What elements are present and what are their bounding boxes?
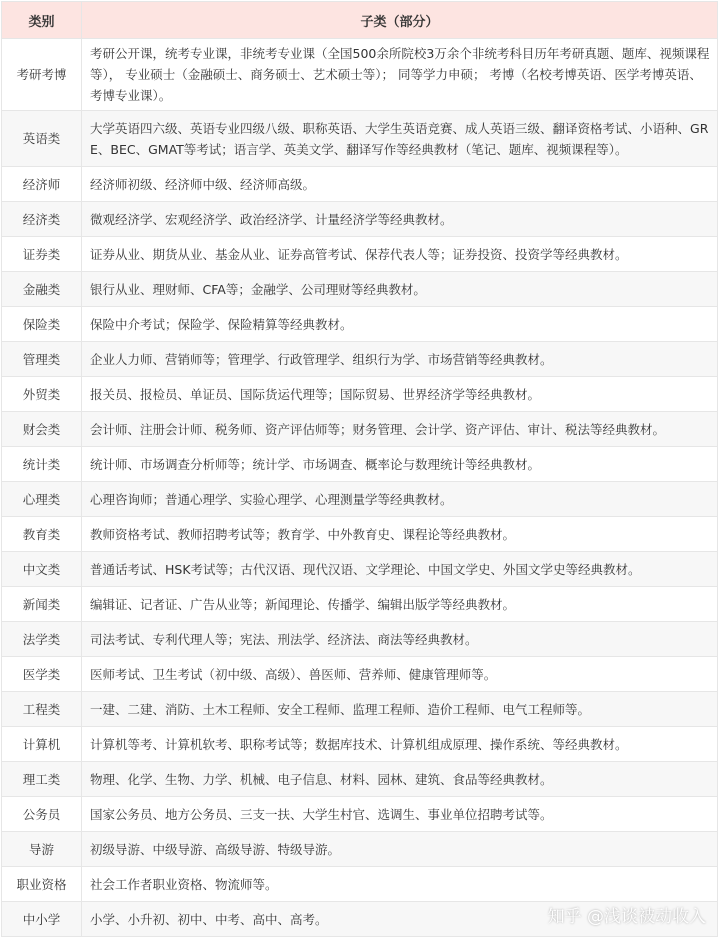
- row-category: 考研考博: [2, 39, 82, 111]
- row-category: 经济类: [2, 202, 82, 237]
- row-category: 中小学: [2, 902, 82, 937]
- row-subcategory: 报关员、报检员、单证员、国际货运代理等；国际贸易、世界经济学等经典教材。: [82, 377, 718, 412]
- table-row: [2, 39, 718, 111]
- row-subcategory: 初级导游、中级导游、高级导游、特级导游。: [82, 832, 718, 867]
- row-category: 经济师: [2, 167, 82, 202]
- row-category: 管理类: [2, 342, 82, 377]
- table-row: [2, 111, 718, 167]
- table-row: [2, 202, 718, 237]
- row-subcategory: 普通话考试、HSK考试等；古代汉语、现代汉语、文学理论、中国文学史、外国文学史等经典教材。: [82, 552, 718, 587]
- row-category: 公务员: [2, 797, 82, 832]
- table-row: [2, 412, 718, 447]
- row-subcategory: 保险中介考试；保险学、保险精算等经典教材。: [82, 307, 718, 342]
- row-subcategory: 计算机等考、计算机软考、职称考试等；数据库技术、计算机组成原理、操作系统、等经典教材。: [82, 727, 718, 762]
- table-header-row: [2, 2, 718, 39]
- table-row: [2, 552, 718, 587]
- row-subcategory: 国家公务员、地方公务员、三支一扶、大学生村官、选调生、事业单位招聘考试等。: [82, 797, 718, 832]
- row-subcategory: 社会工作者职业资格、物流师等。: [82, 867, 718, 902]
- row-category: 统计类: [2, 447, 82, 482]
- table-row: [2, 342, 718, 377]
- row-category: 新闻类: [2, 587, 82, 622]
- header-category: 类别: [2, 2, 82, 39]
- table-row: [2, 237, 718, 272]
- row-subcategory: 物理、化学、生物、力学、机械、电子信息、材料、园林、建筑、食品等经典教材。: [82, 762, 718, 797]
- row-category: 职业资格: [2, 867, 82, 902]
- row-subcategory: 医师考试、卫生考试（初中级、高级）、兽医师、营养师、健康管理师等。: [82, 657, 718, 692]
- row-category: 导游: [2, 832, 82, 867]
- table-row: [2, 762, 718, 797]
- table-row: [2, 272, 718, 307]
- row-subcategory: 考研公开课，统考专业课，非统考专业课（全国500余所院校3万余个非统考科目历年考研真题、题库、视频课程等）， 专业硕士（金融硕士、商务硕士、艺术硕士等）； 同等学力申硕； 考博（名校考博英语、医学考博英语、考博专业课）。: [82, 39, 718, 111]
- row-category: 中文类: [2, 552, 82, 587]
- row-category: 理工类: [2, 762, 82, 797]
- row-subcategory: 企业人力师、营销师等；管理学、行政管理学、组织行为学、市场营销等经典教材。: [82, 342, 718, 377]
- table-row: [2, 167, 718, 202]
- row-category: 医学类: [2, 657, 82, 692]
- row-subcategory: 司法考试、专利代理人等；宪法、刑法学、经济法、商法等经典教材。: [82, 622, 718, 657]
- row-subcategory: 微观经济学、宏观经济学、政治经济学、计量经济学等经典教材。: [82, 202, 718, 237]
- table-row: [2, 447, 718, 482]
- row-category: 教育类: [2, 517, 82, 552]
- table-row: [2, 377, 718, 412]
- row-category: 证券类: [2, 237, 82, 272]
- table-row: [2, 657, 718, 692]
- row-category: 财会类: [2, 412, 82, 447]
- table-row: [2, 727, 718, 762]
- row-subcategory: 会计师、注册会计师、税务师、资产评估师等；财务管理、会计学、资产评估、审计、税法等经典教材。: [82, 412, 718, 447]
- zhihu-watermark: 知乎 @浅谈被动收入: [547, 907, 706, 927]
- row-subcategory: 心理咨询师；普通心理学、实验心理学、心理测量学等经典教材。: [82, 482, 718, 517]
- row-category: 外贸类: [2, 377, 82, 412]
- row-category: 金融类: [2, 272, 82, 307]
- row-subcategory: 一建、二建、消防、土木工程师、安全工程师、监理工程师、造价工程师、电气工程师等。: [82, 692, 718, 727]
- row-subcategory: 大学英语四六级、英语专业四级八级、职称英语、大学生英语竞赛、成人英语三级、翻译资格考试、小语种、GRE、BEC、GMAT等考试；语言学、英美文学、翻译写作等经典教材（笔记、题库、视频课程等）。: [82, 111, 718, 167]
- row-subcategory: 小学、小升初、初中、中考、高中、高考。: [82, 902, 718, 937]
- row-category: 心理类: [2, 482, 82, 517]
- row-category: 法学类: [2, 622, 82, 657]
- table-row: [2, 797, 718, 832]
- row-subcategory: 证券从业、期货从业、基金从业、证券高管考试、保荐代表人等；证券投资、投资学等经典教材。: [82, 237, 718, 272]
- table-row: [2, 587, 718, 622]
- row-subcategory: 经济师初级、经济师中级、经济师高级。: [82, 167, 718, 202]
- row-subcategory: 银行从业、理财师、CFA等；金融学、公司理财等经典教材。: [82, 272, 718, 307]
- header-subcategory: 子类（部分）: [82, 2, 718, 39]
- row-subcategory: 教师资格考试、教师招聘考试等；教育学、中外教育史、课程论等经典教材。: [82, 517, 718, 552]
- table-row: [2, 692, 718, 727]
- row-subcategory: 统计师、市场调查分析师等；统计学、市场调查、概率论与数理统计等经典教材。: [82, 447, 718, 482]
- table-row: [2, 482, 718, 517]
- row-category: 计算机: [2, 727, 82, 762]
- table-row: [2, 307, 718, 342]
- row-category: 保险类: [2, 307, 82, 342]
- table-row: [2, 832, 718, 867]
- category-table: [1, 1, 718, 937]
- table-row: [2, 867, 718, 902]
- row-category: 工程类: [2, 692, 82, 727]
- table-row: [2, 517, 718, 552]
- row-category: 英语类: [2, 111, 82, 167]
- row-subcategory: 编辑证、记者证、广告从业等；新闻理论、传播学、编辑出版学等经典教材。: [82, 587, 718, 622]
- table-row: [2, 622, 718, 657]
